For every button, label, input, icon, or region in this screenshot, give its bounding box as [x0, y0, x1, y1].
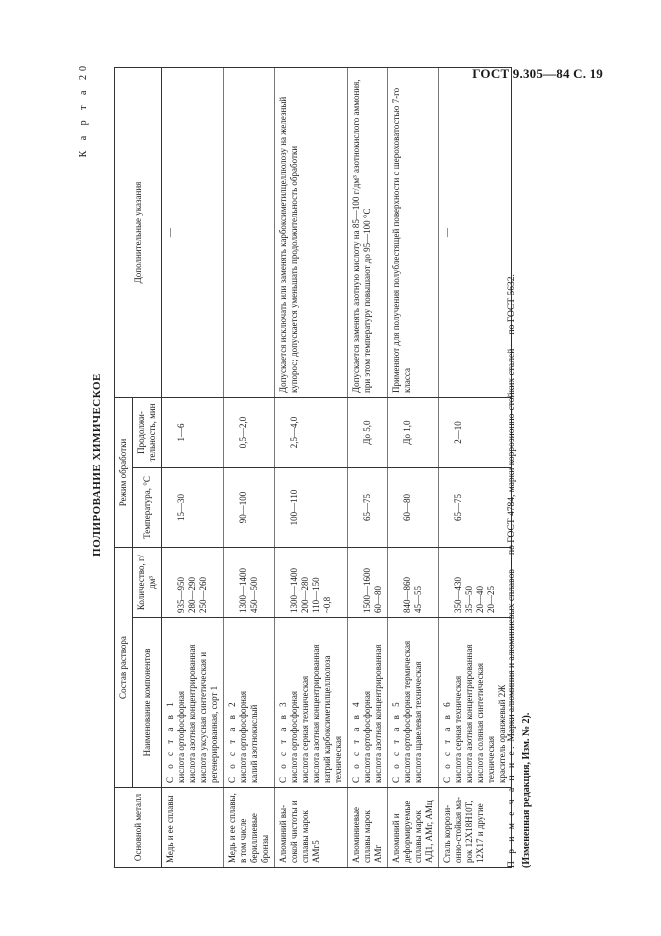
component-name: краситель оранжевый 2Ж	[497, 684, 507, 783]
temperature-value: 90—100	[238, 491, 248, 524]
duration-value: До 5,0	[362, 420, 372, 445]
temperature-value: 65—75	[362, 494, 372, 521]
quantity-value: 35—50	[464, 586, 474, 613]
revision-note: (Измененная редакция, Изм. № 2).	[521, 712, 532, 868]
quantity-value: 350—430	[453, 577, 463, 613]
components-cell	[275, 618, 348, 788]
table-row	[162, 68, 224, 868]
components-cell	[224, 618, 275, 788]
header-temperature: Температура, °С	[133, 468, 162, 548]
component-name: кислота азотная концентрированная	[311, 644, 321, 783]
duration-cell	[388, 398, 439, 468]
quantity-value: 20—40	[475, 586, 485, 613]
component-name: натрий карбоксиметилцеллюлоза техническая	[322, 655, 343, 783]
temperature-value: 15—30	[176, 494, 186, 521]
rotated-page-content	[78, 50, 608, 880]
component-name: кислота серная техническая	[300, 675, 310, 783]
components-cell	[439, 618, 512, 788]
temperature-value: 100—110	[289, 489, 299, 526]
duration-value: 1—6	[176, 423, 186, 442]
component-name: кислота ортофосфорная	[238, 691, 248, 783]
quantity-value: 935—950	[176, 577, 186, 613]
additional-cell: Допускается исключать или заменять карбоксиметилцеллюлозу на железный купорос; допускается уменьшать продолжительность обработки	[275, 68, 348, 398]
component-name: кислота ортофосфорная	[289, 691, 299, 783]
note-label: П р и м е ч а н и е.	[507, 743, 517, 868]
header-solution-group: Состав раствора	[115, 548, 133, 788]
quantity-value: 1300—1400	[289, 568, 299, 613]
quantity-cell	[162, 548, 224, 618]
component-name: кислота серная техническая	[453, 675, 463, 783]
quantity-value: 110—150	[311, 577, 321, 613]
quantity-cell	[224, 548, 275, 618]
components-cell	[388, 618, 439, 788]
quantity-value: 280—290	[187, 577, 197, 613]
quantity-cell	[439, 548, 512, 618]
table-row	[388, 68, 439, 868]
component-name: кислота соляная синтетическая техническая	[475, 663, 496, 783]
note	[506, 68, 518, 868]
sostav-label: С о с т а в 6	[442, 699, 452, 783]
duration-value: 0,5—2,0	[238, 416, 248, 449]
header-mode-group: Режим обработки	[115, 398, 133, 548]
header-additional: Дополнительные указания	[115, 68, 162, 398]
component-name: кислота азотная концентрированная	[187, 644, 197, 783]
header-base-metal: Основной металл	[115, 788, 162, 868]
temperature-value: 60—80	[402, 494, 412, 521]
header-quantity: Количество, г/дм³	[133, 548, 162, 618]
quantity-value: 1300—1400	[238, 568, 248, 613]
polishing-table	[114, 67, 512, 868]
duration-value: 2,5—4,0	[289, 416, 299, 449]
header-duration: Продолжительность, мин	[133, 398, 162, 468]
table-row	[224, 68, 275, 868]
header-component-name: Наименование компонентов	[133, 618, 162, 788]
quantity-value: 45—55	[413, 586, 423, 613]
temperature-cell	[275, 468, 348, 548]
temperature-cell	[348, 468, 388, 548]
quantity-cell	[275, 548, 348, 618]
sostav-label: С о с т а в 1	[165, 699, 175, 783]
duration-cell	[439, 398, 512, 468]
temperature-cell	[388, 468, 439, 548]
table-row	[439, 68, 512, 868]
quantity-value: 1500—1600	[362, 568, 372, 613]
component-name: кислота азотная концентрированная	[464, 644, 474, 783]
duration-value: 2—10	[453, 421, 463, 444]
base-metal-cell: Алюминий и деформируемые сплавы марок АД1, АМг, АМц	[388, 788, 439, 868]
page-header: ГОСТ 9.305—84 С. 19	[472, 66, 603, 81]
quantity-value: 840—860	[402, 577, 412, 613]
component-name: кислота азотная концентрированная	[373, 644, 383, 783]
additional-cell: Применяют для получения полублестящей поверхности с шероховатостью 7-го класса	[388, 68, 439, 398]
quantity-value: 250—260	[198, 577, 208, 613]
duration-cell	[162, 398, 224, 468]
additional-cell: Допускается заменять азотную кислоту на 85—100 г/дм³ азотнокислого аммония, при этом температуру повышают до 95—100 °С	[348, 68, 388, 398]
component-name: кислота ортофосфорная	[176, 691, 186, 783]
table-row	[348, 68, 388, 868]
quantity-cell	[348, 548, 388, 618]
sostav-label: С о с т а в 2	[227, 699, 237, 783]
component-name: калий азотнокислый	[249, 704, 259, 783]
base-metal-cell: Алюминий высокой чистоты и сплавы марок АМг5	[275, 788, 348, 868]
component-name: кислота щавелевая техническая	[413, 661, 423, 783]
quantity-cell	[388, 548, 439, 618]
duration-cell	[275, 398, 348, 468]
components-cell	[162, 618, 224, 788]
sostav-label: С о с т а в 4	[351, 699, 361, 783]
temperature-cell	[439, 468, 512, 548]
component-name: кислота ортофосфорная	[362, 691, 372, 783]
additional-cell: —	[439, 68, 512, 398]
base-metal-cell: Медь и ее сплавы	[162, 788, 224, 868]
base-metal-cell: Медь и ее сплавы, в том числе бериллиевые бронзы	[224, 788, 275, 868]
quantity-value: 60—80	[373, 586, 383, 613]
components-cell	[348, 618, 388, 788]
note-text: Марки алюминия и алюминиевых сплавов — по ГОСТ 4784, марки коррозионно-стойких сталей — по ГОСТ 5632.	[507, 274, 517, 742]
table-body	[162, 68, 512, 868]
sostav-label: С о с т а в 3	[278, 699, 288, 783]
additional-cell: —	[162, 68, 224, 398]
temperature-value: 65—75	[453, 494, 463, 521]
additional-cell	[224, 68, 275, 398]
duration-value: До 1,0	[402, 420, 412, 445]
quantity-value: 200—280	[300, 577, 310, 613]
duration-cell	[348, 398, 388, 468]
section-title: ПОЛИРОВАНИЕ ХИМИЧЕСКОЕ	[91, 373, 103, 557]
base-metal-cell: Алюминиевые сплавы марок АМг	[348, 788, 388, 868]
table-row	[275, 68, 348, 868]
temperature-cell	[162, 468, 224, 548]
temperature-cell	[224, 468, 275, 548]
quantity-value: ~0,8	[322, 596, 332, 613]
component-name: кислота уксусная синтетическая и регенерированная, сорт 1	[198, 651, 219, 783]
component-name: кислота ортофосфорная термическая	[402, 640, 412, 783]
quantity-value: 450—500	[249, 577, 259, 613]
base-metal-cell: Сталь коррозионно-стойкая марок 12Х18Н10Т, 12Х17 и другие	[439, 788, 512, 868]
duration-cell	[224, 398, 275, 468]
card-label: К а р т а 20	[78, 62, 89, 158]
sostav-label: С о с т а в 5	[391, 699, 401, 783]
quantity-value: 20—25	[486, 586, 496, 613]
